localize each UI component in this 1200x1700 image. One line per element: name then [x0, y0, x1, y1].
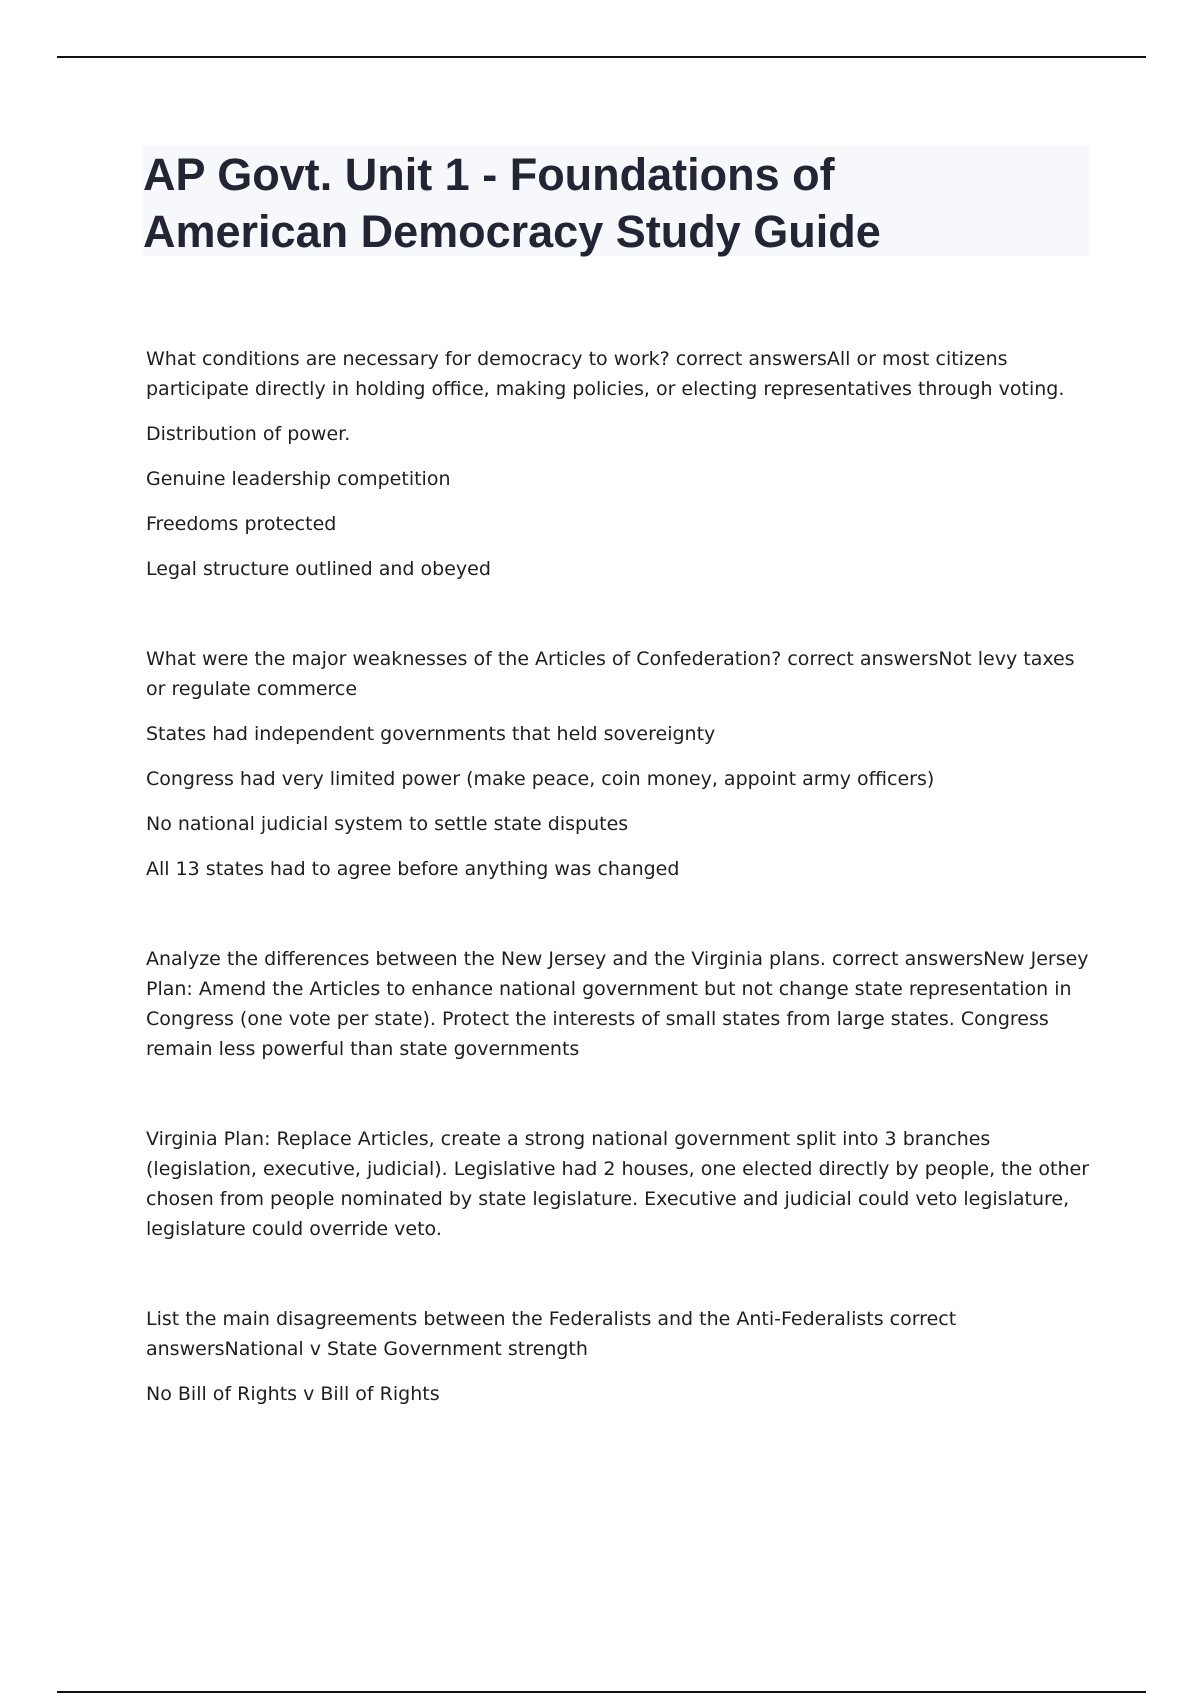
question-4: List the main disagreements between the Federalists and the Anti-Federalists correct answersNational v State Government strength — [146, 1308, 957, 1360]
answer-item: Freedoms protected — [146, 513, 337, 535]
title-block — [143, 146, 1089, 256]
top-rule — [57, 56, 1146, 58]
section-gap — [146, 1079, 1091, 1124]
question-1: What conditions are necessary for democracy to work? correct answersAll or most citizens participate directly in holding office, making policies, or electing representatives through voting. — [146, 348, 1065, 400]
virginia-plan-paragraph: Virginia Plan: Replace Articles, create a strong national government split into 3 branches (legislation, executive, judicial). Legislative had 2 houses, one elected directly by people, the other chosen from people nominated by state legislature. Executive and judicial could veto legislature, legislature could override veto. — [146, 1128, 1090, 1240]
answer-item: Legal structure outlined and obeyed — [146, 558, 491, 580]
document-title — [143, 146, 1089, 260]
question-2: What were the major weaknesses of the Articles of Confederation? correct answersNot levy taxes or regulate commerce — [146, 648, 1075, 700]
title-line-2: American Democracy Study Guide — [143, 206, 881, 257]
document-body — [146, 344, 1091, 1424]
answer-item: Genuine leadership competition — [146, 468, 451, 490]
answer-item: Congress had very limited power (make peace, coin money, appoint army officers) — [146, 768, 935, 790]
answer-item: Distribution of power. — [146, 423, 351, 445]
answer-item: States had independent governments that held sovereignty — [146, 723, 716, 745]
answer-item: No national judicial system to settle state disputes — [146, 813, 629, 835]
section-gap — [146, 899, 1091, 944]
bottom-rule — [57, 1691, 1146, 1693]
answer-item: No Bill of Rights v Bill of Rights — [146, 1383, 440, 1405]
question-3: Analyze the differences between the New Jersey and the Virginia plans. correct answersNew Jersey Plan: Amend the Articles to enhance national government but not change state representation in Congress (one vote per state). Protect the interests of small states from large states. Congress remain less powerful than state governments — [146, 948, 1089, 1060]
answer-item: All 13 states had to agree before anything was changed — [146, 858, 680, 880]
title-line-1: AP Govt. Unit 1 - Foundations of — [143, 149, 835, 200]
section-gap — [146, 599, 1091, 644]
section-gap — [146, 1259, 1091, 1304]
